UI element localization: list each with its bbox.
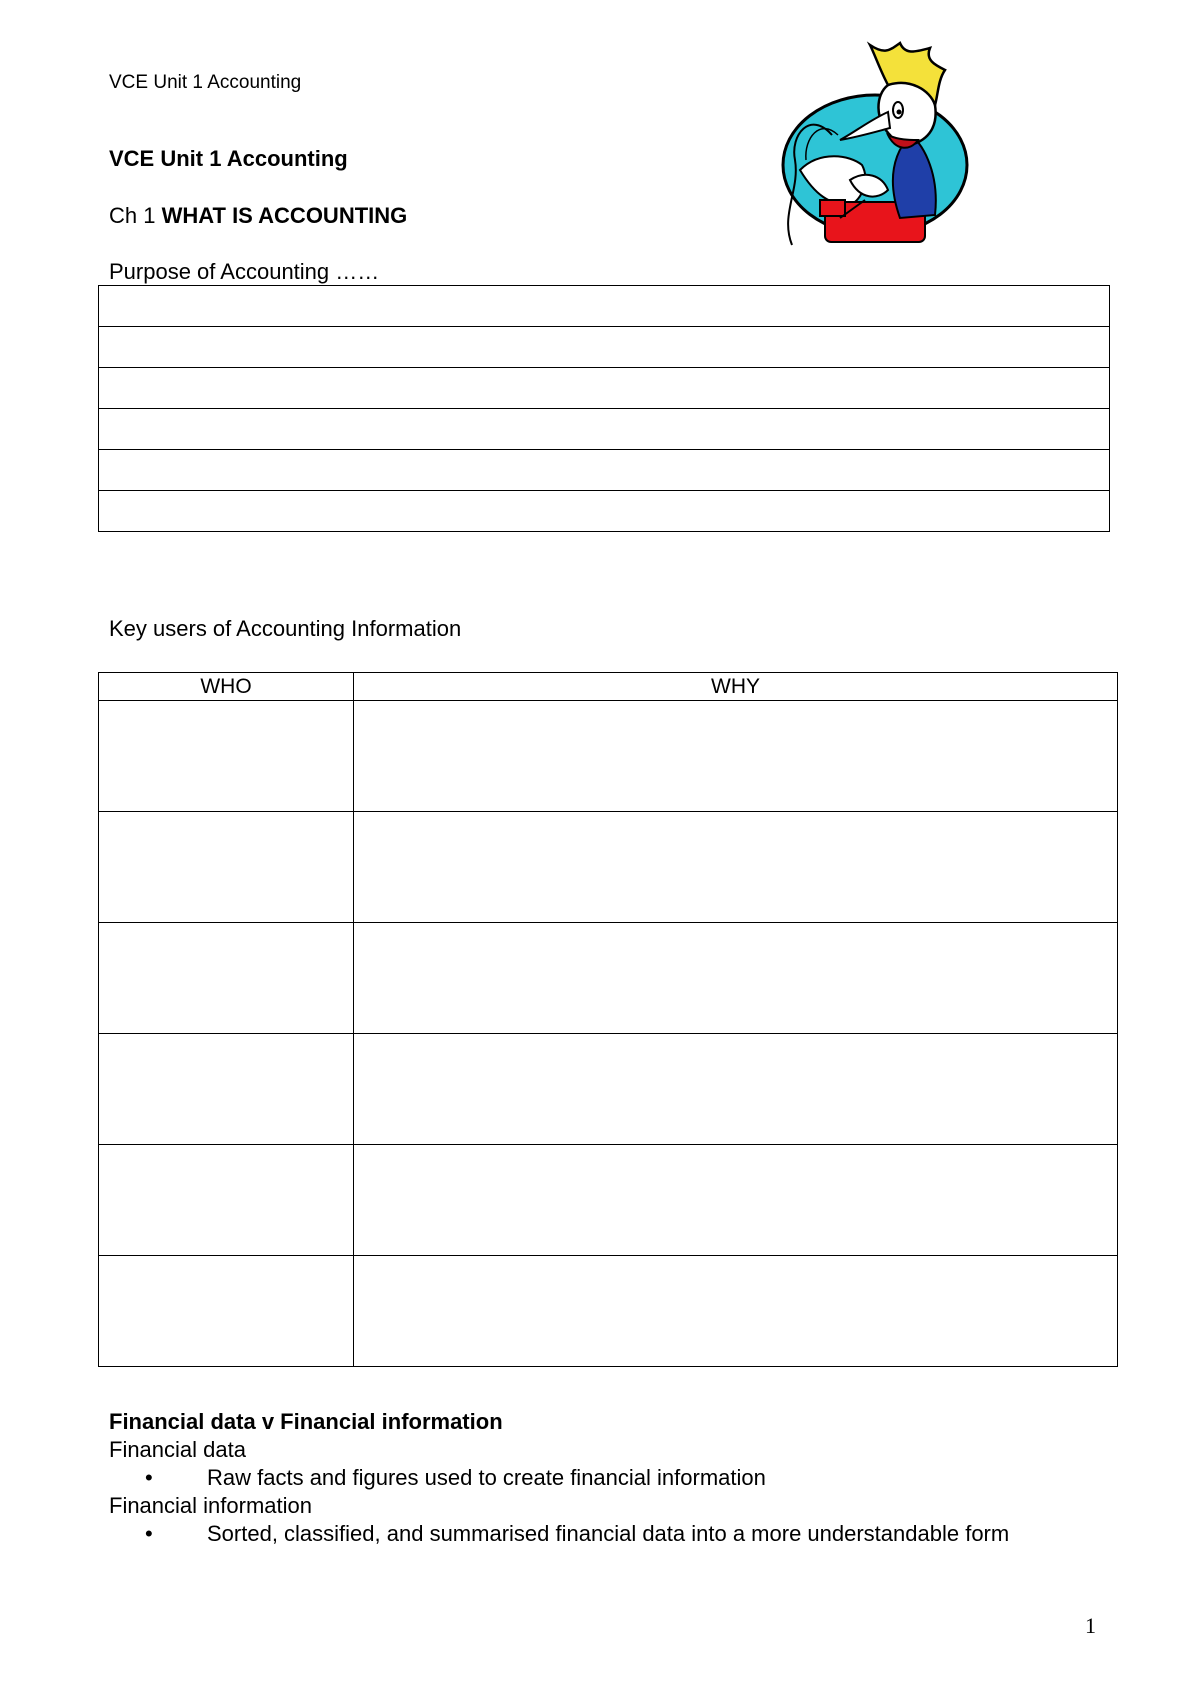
purpose-cell[interactable] <box>99 286 1110 327</box>
list-item <box>109 1521 1009 1547</box>
purpose-label: Purpose of Accounting …… <box>109 259 380 284</box>
purpose-row <box>99 450 1110 491</box>
why-cell[interactable] <box>354 812 1118 923</box>
why-cell[interactable] <box>354 1256 1118 1367</box>
financial-section-heading: Financial data v Financial information <box>109 1409 503 1434</box>
page-number: 1 <box>1085 1613 1096 1638</box>
why-cell[interactable] <box>354 1034 1118 1145</box>
running-header: VCE Unit 1 Accounting <box>109 72 302 93</box>
table-row <box>99 1034 1118 1145</box>
table-row <box>99 812 1118 923</box>
why-cell[interactable] <box>354 701 1118 812</box>
document-title: VCE Unit 1 Accounting <box>109 146 348 171</box>
purpose-cell[interactable] <box>99 327 1110 368</box>
table-row <box>99 923 1118 1034</box>
purpose-cell[interactable] <box>99 491 1110 532</box>
chapter-number: Ch 1 <box>109 203 156 228</box>
table-row <box>99 1145 1118 1256</box>
who-cell[interactable] <box>99 812 354 923</box>
purpose-row <box>99 286 1110 327</box>
list-item <box>109 1465 766 1491</box>
bullet-icon: • <box>145 1465 153 1490</box>
purpose-table <box>98 285 1110 532</box>
column-header-who: WHO <box>99 673 354 701</box>
key-users-header-row <box>99 673 1118 701</box>
why-cell[interactable] <box>354 1145 1118 1256</box>
financial-information-label: Financial information <box>109 1493 312 1518</box>
purpose-row <box>99 491 1110 532</box>
who-cell[interactable] <box>99 1256 354 1367</box>
cartoon-writer-clipart <box>770 40 990 250</box>
purpose-row <box>99 368 1110 409</box>
who-cell[interactable] <box>99 1145 354 1256</box>
column-header-why: WHY <box>354 673 1118 701</box>
purpose-cell[interactable] <box>99 409 1110 450</box>
key-users-label: Key users of Accounting Information <box>109 616 462 641</box>
who-cell[interactable] <box>99 923 354 1034</box>
purpose-row <box>99 409 1110 450</box>
table-row <box>99 1256 1118 1367</box>
financial-data-label: Financial data <box>109 1437 246 1462</box>
key-users-table <box>98 672 1118 1367</box>
purpose-cell[interactable] <box>99 450 1110 491</box>
table-row <box>99 701 1118 812</box>
bullet-icon: • <box>145 1521 153 1546</box>
who-cell[interactable] <box>99 1034 354 1145</box>
purpose-cell[interactable] <box>99 368 1110 409</box>
purpose-row <box>99 327 1110 368</box>
chapter-name: WHAT IS ACCOUNTING <box>161 203 408 228</box>
why-cell[interactable] <box>354 923 1118 1034</box>
chapter-heading <box>109 203 407 229</box>
who-cell[interactable] <box>99 701 354 812</box>
financial-data-definition: Raw facts and figures used to create financial information <box>207 1465 766 1490</box>
financial-information-definition: Sorted, classified, and summarised financial data into a more understandable form <box>207 1521 1010 1546</box>
